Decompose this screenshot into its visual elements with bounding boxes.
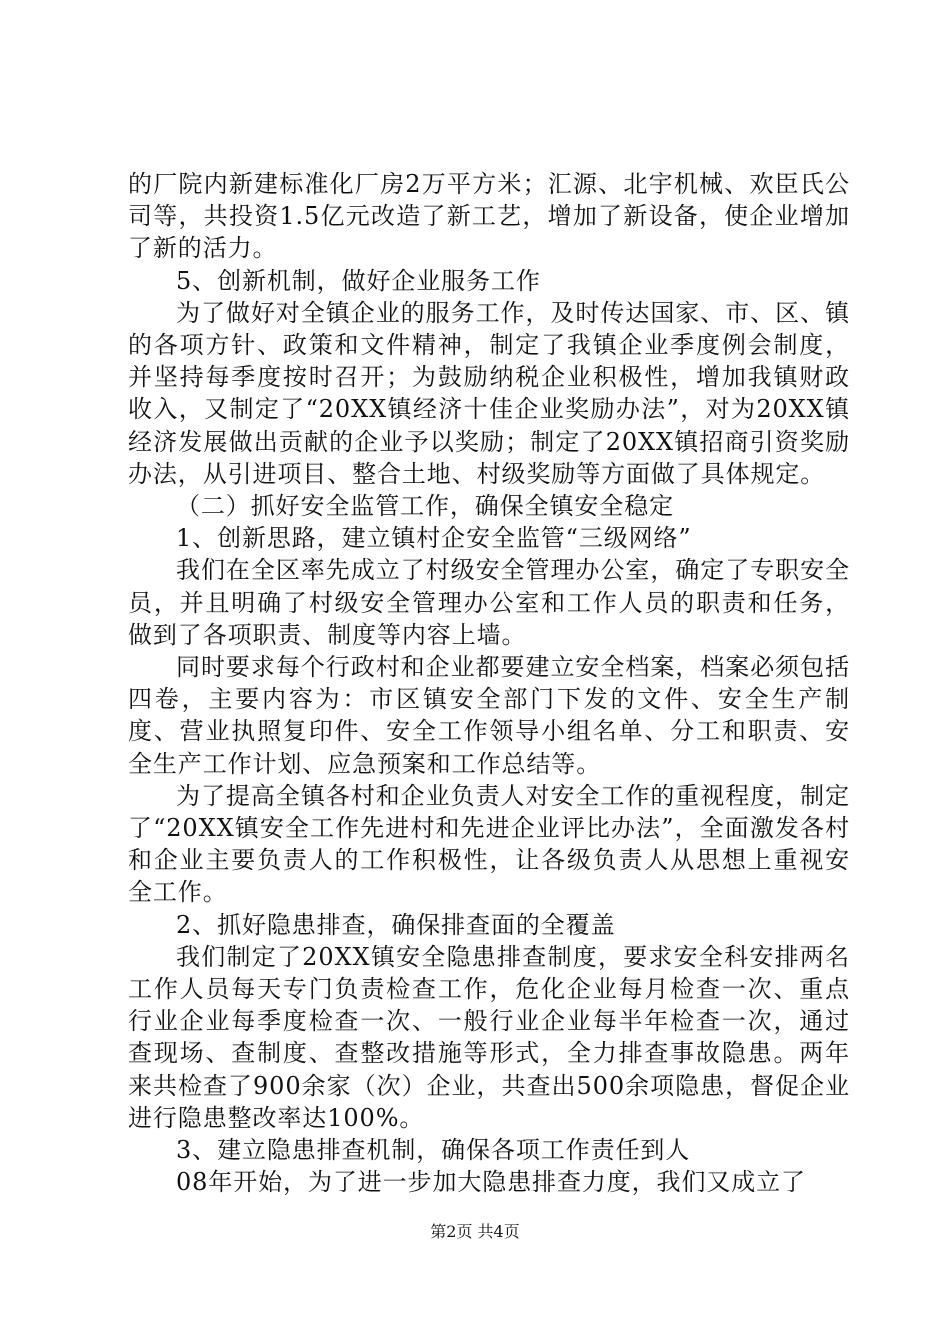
page-number-footer: 第2页 共4页 [430,1222,520,1241]
document-body [128,168,850,1199]
section-heading: （二）抓好安全监管工作，确保全镇安全稳定 [176,492,674,521]
paragraph: 08年开始，为了进一步加大隐患排查力度，我们又成立了 [176,1168,806,1197]
section-heading: 5、创新机制，做好企业服务工作 [176,266,541,295]
paragraph: 为了做好对全镇企业的服务工作，及时传达国家、市、区、镇的各项方针、政策和文件精神，制定了我镇企业季度例会制度，并坚持每季度按时召开；为鼓励纳税企业积极性，增加我镇财政收入，又制定了“20XX镇经济十佳企业奖励办法”，对为20XX镇经济发展做出贡献的企业予以奖励；制定了20XX镇招商引资奖励办法，从引进项目、整合土地、村级奖励等方面做了具体规定。 [128,298,850,488]
section-heading: 3、建立隐患排查机制，确保各项工作责任到人 [176,1136,691,1165]
paragraph: 我们在全区率先成立了村级安全管理办公室，确定了专职安全员，并且明确了村级安全管理办公室和工作人员的职责和任务，做到了各项职责、制度等内容上墙。 [128,556,850,649]
paragraph: 的厂院内新建标准化厂房2万平方米；汇源、北宇机械、欢臣氏公司等，共投资1.5亿元改造了新工艺，增加了新设备，使企业增加了新的活力。 [128,170,850,263]
paragraph: 为了提高全镇各村和企业负责人对安全工作的重视程度，制定了“20XX镇安全工作先进村和先进企业评比办法”，全面激发各村和企业主要负责人的工作积极性，让各级负责人从思想上重视安全工作。 [128,781,850,907]
paragraph: 我们制定了20XX镇安全隐患排查制度，要求安全科安排两名工作人员每天专门负责检查工作，危化企业每月检查一次、重点行业企业每季度检查一次、一般行业企业每半年检查一次，通过查现场、查制度、查整改措施等形式，全力排查事故隐患。两年来共检查了900余家（次）企业，共查出500余项隐患，督促企业进行隐患整改率达100%。 [128,942,850,1132]
paragraph: 同时要求每个行政村和企业都要建立安全档案，档案必须包括四卷，主要内容为：市区镇安全部门下发的文件、安全生产制度、营业执照复印件、安全工作领导小组名单、分工和职责、安全生产工作计划、应急预案和工作总结等。 [128,653,850,778]
section-heading: 2、抓好隐患排查，确保排查面的全覆盖 [176,910,616,939]
section-heading: 1、创新思路，建立镇村企安全监管“三级网络” [176,524,692,553]
